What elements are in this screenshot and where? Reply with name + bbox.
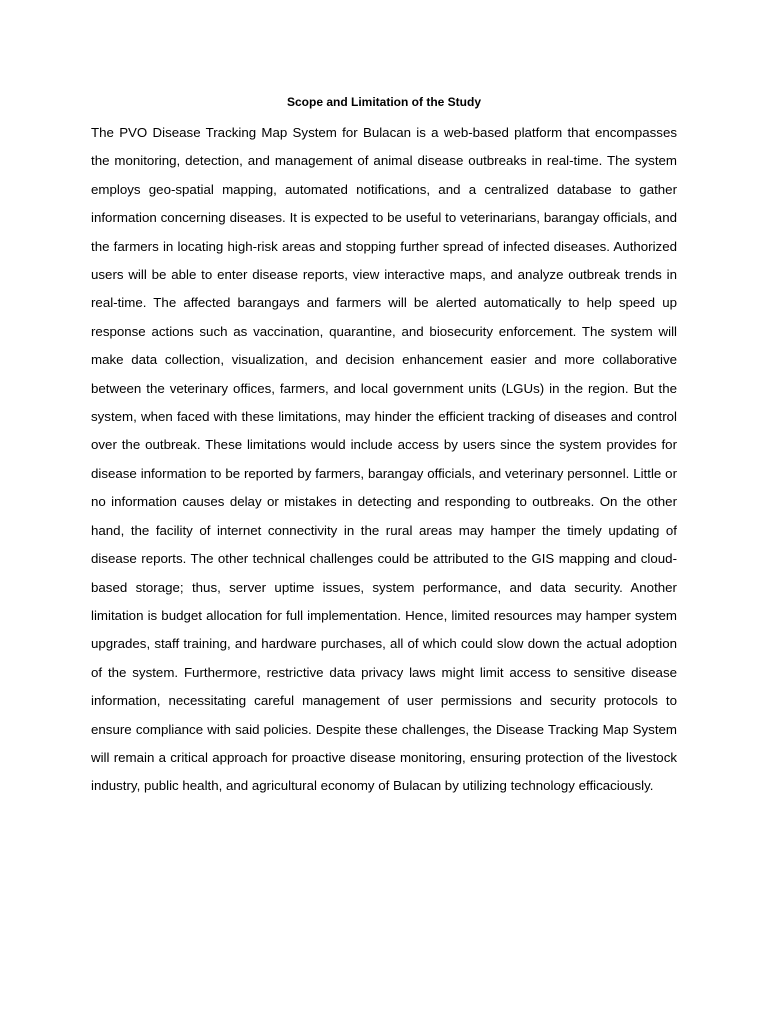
body-paragraph: The PVO Disease Tracking Map System for Bulacan is a web-based platform that encompasses the monitoring, detection, and management of animal disease outbreaks in real-time. The system employs geo-spatial mapping, automated notifications, and a centralized database to gather information concerning diseases. It is expected to be useful to veterinarians, barangay officials, and the farmers in locating high-risk areas and stopping further spread of infected diseases. Authorized users will be able to enter disease reports, view interactive maps, and analyze outbreak trends in real-time. The affected barangays and farmers will be alerted automatically to help speed up response actions such as vaccination, quarantine, and biosecurity enforcement. The system will make data collection, visualization, and decision enhancement easier and more collaborative between the veterinary offices, farmers, and local government units (LGUs) in the region. But the system, when faced with these limitations, may hinder the efficient tracking of diseases and control over the outbreak. These limitations would include access by users since the system provides for disease information to be reported by farmers, barangay officials, and veterinary personnel. Little or no information causes delay or mistakes in detecting and responding to outbreaks. On the other hand, the facility of internet connectivity in the rural areas may hamper the timely updating of disease reports. The other technical challenges could be attributed to the GIS mapping and cloud-based storage; thus, server uptime issues, system performance, and data security. Another limitation is budget allocation for full implementation. Hence, limited resources may hamper system upgrades, staff training, and hardware purchases, all of which could slow down the actual adoption of the system. Furthermore, restrictive data privacy laws might limit access to sensitive disease information, necessitating careful management of user permissions and security protocols to ensure compliance with said policies. Despite these challenges, the Disease Tracking Map System will remain a critical approach for proactive disease monitoring, ensuring protection of the livestock industry, public health, and agricultural economy of Bulacan by utilizing technology efficaciously. (91, 125, 677, 794)
section-heading: Scope and Limitation of the Study (286, 95, 481, 109)
